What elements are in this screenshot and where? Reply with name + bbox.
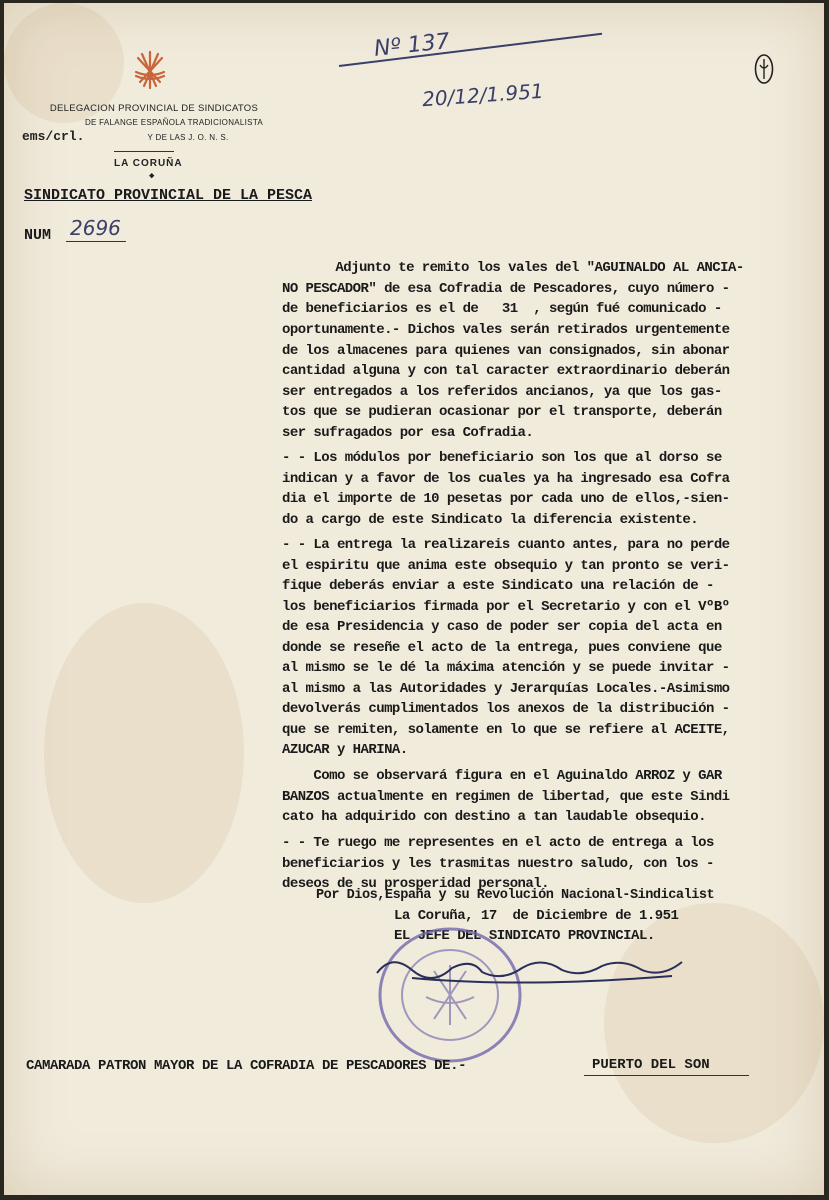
body-line: el espiritu que anima este obsequio y tan pronto se veri- [282,558,730,574]
letterhead-line-2: DE FALANGE ESPAÑOLA TRADICIONALISTA [84,118,264,127]
body-line: al mismo a las Autoridades y Jerarquías Locales.-Asimismo [282,681,730,697]
body-line: cantidad alguna y con tal caracter extraordinario deberán [282,363,730,379]
body-line: do a cargo de este Sindicato la diferencia existente. [282,512,699,528]
body-line: fique deberás enviar a este Sindicato una relación de - [282,578,714,594]
closing-signatory: EL JEFE DEL SINDICATO PROVINCIAL. [394,928,655,944]
signature-icon [372,948,692,998]
body-line: devolverás cumplimentados los anexos de la distribución - [282,701,730,717]
body-line: que se remiten, solamente en lo que se refiere al ACEITE, [282,722,730,738]
addressee-port: PUERTO DEL SON [592,1057,710,1073]
body-line: BANZOS actualmente en regimen de libertad, que este Sindi [282,789,730,805]
diamond-ornament-icon: ◆ [149,171,155,181]
handwritten-date: 20/12/1.951 [421,78,545,112]
addressee-label: CAMARADA PATRON MAYOR DE LA COFRADIA DE PESCADORES DE.- [26,1058,467,1074]
document-page [4,3,824,1195]
sindicato-title: SINDICATO PROVINCIAL DE LA PESCA [24,187,313,204]
body-line: deseos de su prosperidad personal. [282,876,549,892]
body-line: - - La entrega la realizareis cuanto antes, para no perde [282,537,730,553]
body-line: NO PESCADOR" de esa Cofradia de Pescadores, cuyo número - [282,281,730,297]
closing-place-date: La Coruña, 17 de Diciembre de 1.951 [394,908,679,924]
letterhead-line-3: Y DE LAS J. O. N. S. [147,133,229,142]
body-line: ser entregados a los referidos ancianos, ya que los gas- [282,384,722,400]
letterhead-line-1: DELEGACION PROVINCIAL DE SINDICATOS [49,103,259,114]
body-line: tos que se pudieran ocasionar por el transporte, deberán [282,404,722,420]
body-line: al mismo se le dé la máxima atención y se puede invitar - [282,660,730,676]
num-label: NUM [24,227,52,244]
handwritten-number: Nº 137 [372,29,451,62]
body-line: ser sufragados por esa Cofradia. [282,425,534,441]
body-line: cato ha adquirido con destino a tan laudable obsequio. [282,809,706,825]
body-line: Como se observará figura en el Aguinaldo ARROZ y GAR [282,768,722,784]
reference-code: ems/crl. [22,129,85,144]
body-line: - - Te ruego me representes en el acto de entrega a los [282,835,714,851]
body-line: de beneficiarios es el de 31 , según fué comunicado - [282,301,722,317]
body-line: AZUCAR y HARINA. [282,742,408,758]
body-line: indican y a favor de los cuales ya ha ingresado esa Cofra [282,471,730,487]
letterhead-city: LA CORUÑA [114,158,183,169]
body-line: dia el importe de 10 pesetas por cada uno de ellos,-sien- [282,491,730,507]
body-line: beneficiarios y les trasmitas nuestro saludo, con los - [282,856,714,872]
registration-number: 2696 [70,216,121,240]
body-line: donde se reseñe el acto de la entrega, pues conviene que [282,640,722,656]
body-line: - - Los módulos por beneficiario son los que al dorso se [282,450,722,466]
closing-motto: Por Dios,España y su Revolución Nacional-Sindicalist [316,888,715,903]
body-line: de esa Presidencia y caso de poder ser copia del acta en [282,619,722,635]
num-underline [66,241,126,242]
yoke-arrows-emblem-icon [132,48,168,92]
port-underline [584,1075,749,1076]
body-line: los beneficiarios firmada por el Secretario y con el VºBº [282,599,730,615]
body-line: de los almacenes para quienes van consignados, sin abonar [282,343,730,359]
body-line: oportunamente.- Dichos vales serán retirados urgentemente [282,322,730,338]
letterhead-divider [114,151,174,152]
body-line: Adjunto te remito los vales del "AGUINALDO AL ANCIA- [304,260,744,276]
emblem-seal-icon [754,53,774,85]
